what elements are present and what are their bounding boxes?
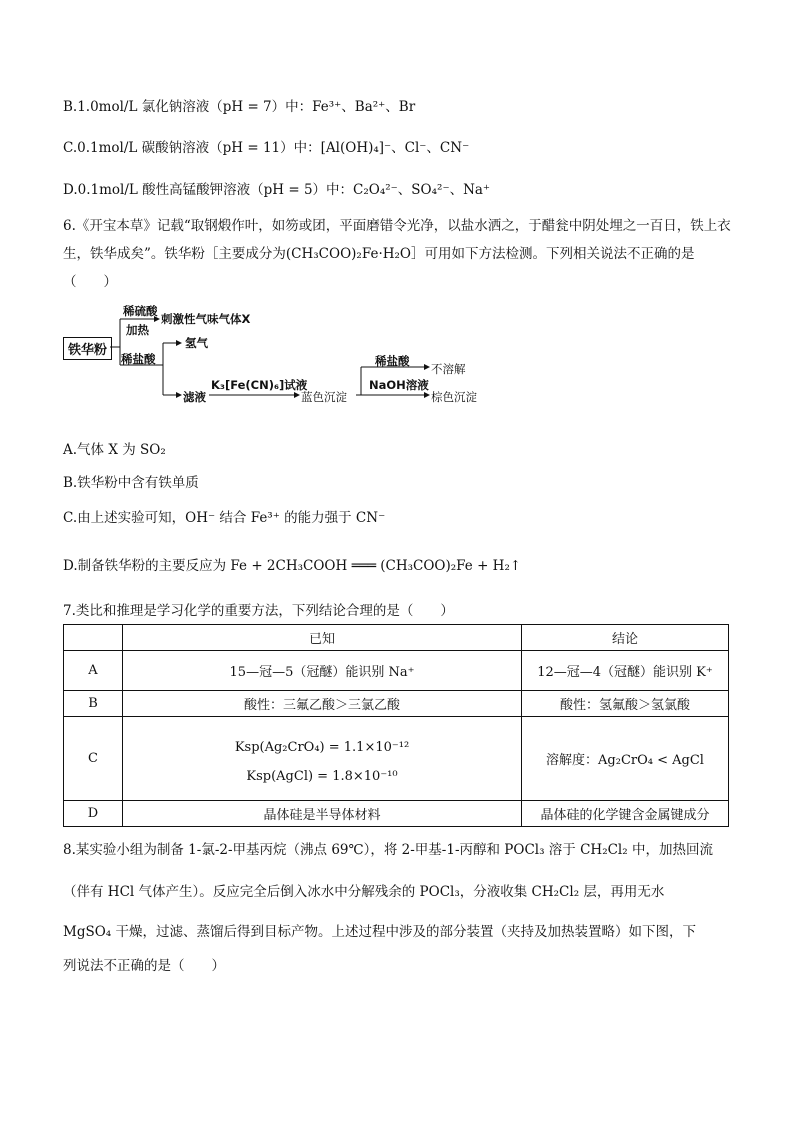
q8-line-3: MgSO₄ 干燥，过滤、蒸馏后得到目标产物。上述过程中涉及的部分装置（夹持及加热装置略）如下图，下 (63, 924, 696, 940)
q6-option-d: D.制备铁华粉的主要反应为 Fe + 2CH₃COOH ═══ (CH₃COO)₂Fe + H₂↑ (63, 558, 522, 574)
table-row (64, 651, 729, 691)
reagent-2: 稀盐酸 (121, 352, 156, 366)
table-row (64, 717, 729, 801)
q6-option-b: B.铁华粉中含有铁单质 (63, 475, 199, 491)
reagent-3: K₃[Fe(CN)₆]试液 (211, 378, 308, 392)
product-2: 氢气 (185, 336, 208, 350)
row-known: 酸性：三氟乙酸＞三氯乙酸 (123, 691, 522, 717)
table-row (64, 691, 729, 717)
option-b: B.1.0mol/L 氯化钠溶液（pH = 7）中：Fe³⁺、Ba²⁺、Br (63, 99, 416, 115)
q7-table (63, 624, 729, 827)
row-label: C (64, 717, 123, 801)
row-known: Ksp(Ag₂CrO₄) = 1.1×10⁻¹² (234, 739, 410, 755)
option-c: C.0.1mol/L 碳酸钠溶液（pH = 11）中：[Al(OH)₄]⁻、Cl⁻、CN⁻ (63, 140, 470, 156)
row-conclusion: 晶体硅的化学键含金属键成分 (522, 801, 729, 827)
option-d: D.0.1mol/L 酸性高锰酸钾溶液（pH = 5）中：C₂O₄²⁻、SO₄²⁻、Na⁺ (63, 182, 491, 198)
row-known-cell (123, 717, 522, 801)
row-label: D (64, 801, 123, 827)
reagent-1: 稀硫酸 (123, 304, 158, 318)
q6-stem: 6.《开宝本草》记载“取钢煅作叶，如笏或团，平面磨错令光净，以盐水洒之，于醋瓮中阴处埋之一百日，铁上衣生，铁华成矣”。铁华粉［主要成分为(CH₃COO)₂Fe·H₂O］可用如下方法检测。下列相关说法不正确的是（ ） (63, 218, 731, 290)
q8-line-1: 8.某实验小组为制备 1-氯-2-甲基丙烷（沸点 69℃），将 2-甲基-1-丙醇和 POCl₃ 溶于 CH₂Cl₂ 中，加热回流 (63, 842, 713, 858)
result-4: 不溶解 (431, 362, 466, 376)
row-label: A (64, 651, 123, 691)
heat-label: 加热 (126, 323, 149, 337)
filtrate: 滤液 (183, 390, 206, 404)
q8-line-4: 列说法不正确的是（ ） (63, 958, 225, 974)
row-known-2: Ksp(AgCl) = 1.8×10⁻¹⁰ (246, 768, 398, 784)
q7-stem: 7.类比和推理是学习化学的重要方法，下列结论合理的是（ ） (63, 603, 454, 619)
row-known: 15—冠—5（冠醚）能识别 Na⁺ (123, 651, 522, 691)
result-5: 棕色沉淀 (431, 390, 477, 404)
q6-flow-diagram (63, 305, 493, 405)
row-conclusion: 溶解度：Ag₂CrO₄ < AgCl (522, 717, 729, 801)
row-known: 晶体硅是半导体材料 (123, 801, 522, 827)
row-conclusion: 12—冠—4（冠醚）能识别 K⁺ (522, 651, 729, 691)
q6-option-c: C.由上述实验可知，OH⁻ 结合 Fe³⁺ 的能力强于 CN⁻ (63, 510, 386, 526)
precipitate: 蓝色沉淀 (301, 390, 347, 404)
row-conclusion: 酸性：氢氟酸＞氢氯酸 (522, 691, 729, 717)
product-1: 刺激性气味气体X (161, 312, 251, 326)
header-known: 已知 (123, 625, 522, 651)
reagent-5: NaOH溶液 (369, 378, 429, 392)
q8-line-2: （伴有 HCl 气体产生）。反应完全后倒入冰水中分解残余的 POCl₃，分液收集 CH₂Cl₂ 层，再用无水 (63, 884, 665, 900)
header-empty (64, 625, 123, 651)
q6-option-a: A.气体 X 为 SO₂ (63, 442, 166, 458)
header-conclusion: 结论 (522, 625, 729, 651)
row-label: B (64, 691, 123, 717)
reagent-4: 稀盐酸 (375, 354, 410, 368)
start-box: 铁华粉 (63, 337, 112, 360)
table-row (64, 801, 729, 827)
